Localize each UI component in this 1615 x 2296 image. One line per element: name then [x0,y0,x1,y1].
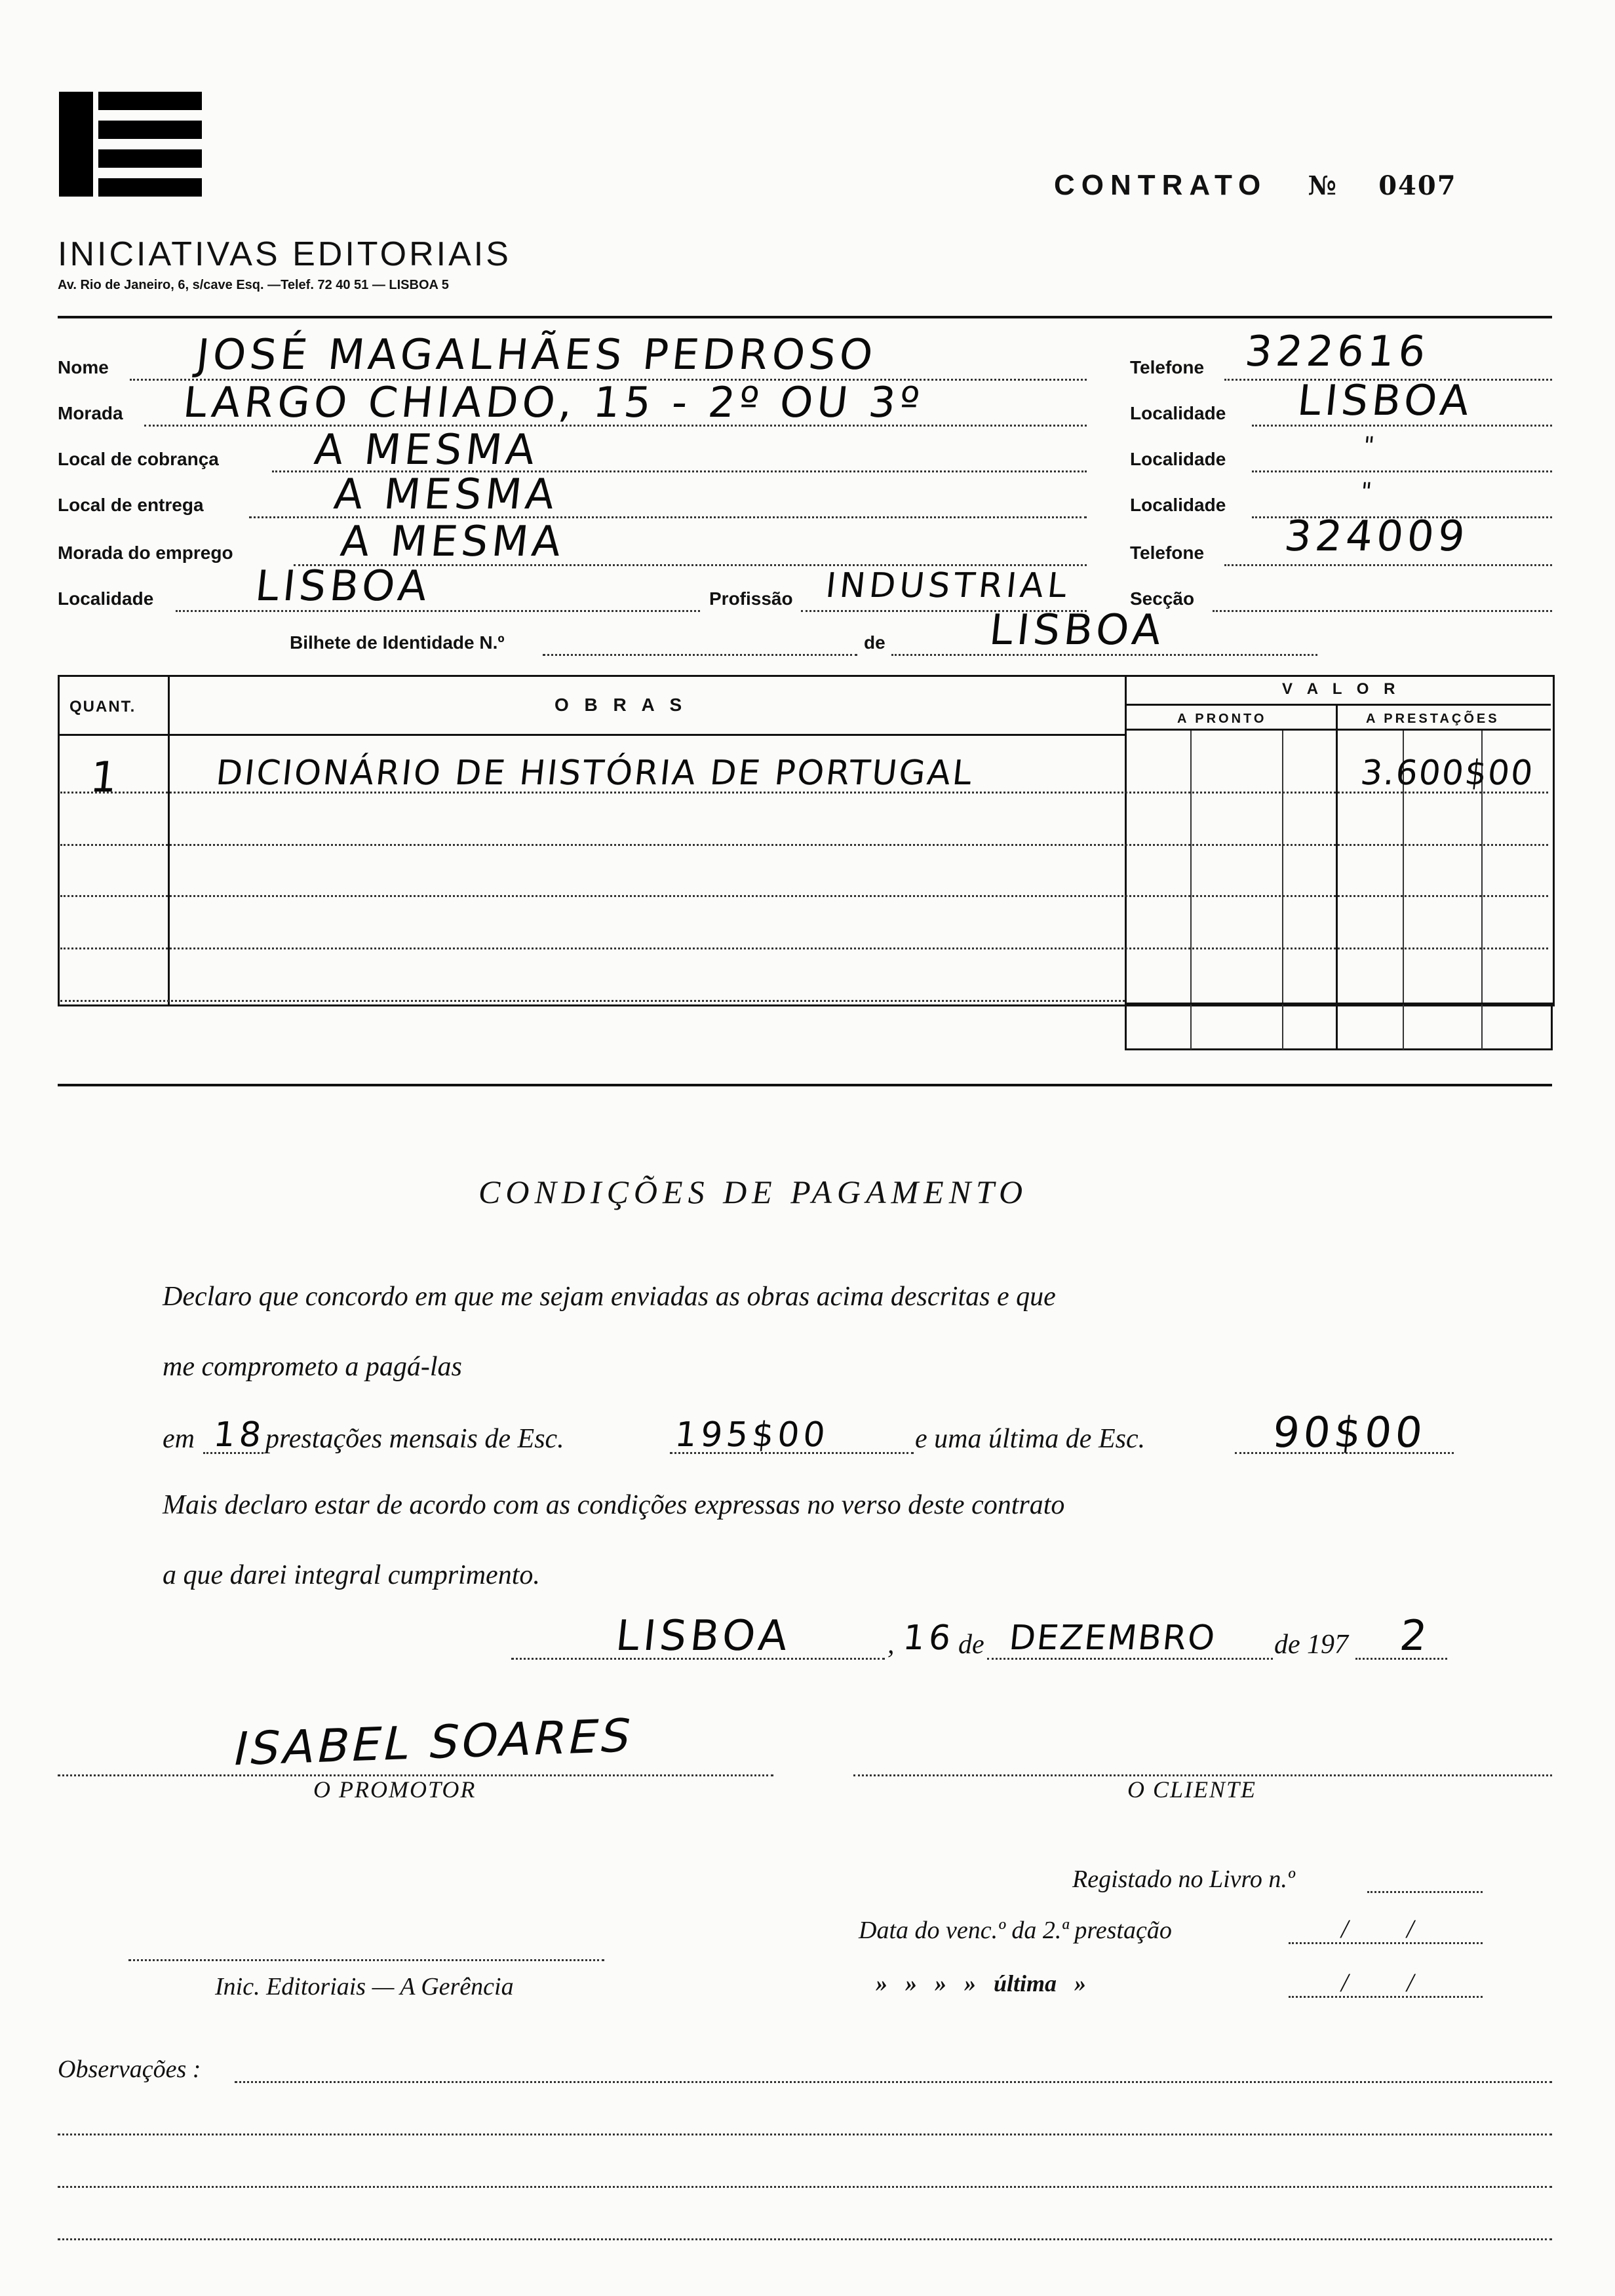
value-telefone-2: 324009 [1282,512,1471,561]
last-amount: 90$00 [1270,1409,1429,1457]
value-localidade-3: " [1359,478,1377,505]
conditions-line-1: Declaro que concordo em que me sejam enviadas as obras acima descritas e que [163,1282,1056,1312]
company-address: Av. Rio de Janeiro, 6, s/cave Esq. —Telef. 72 40 51 — LISBOA 5 [58,278,449,292]
data-venc-label: Data do venc.º da 2.ª prestação [859,1917,1172,1944]
value-localidade-1: LISBOA [1295,377,1475,425]
ultima-label: » » » » última » [876,1970,1087,1997]
company-logo [59,92,202,197]
label-telefone-2: Telefone [1130,543,1205,563]
date-month: DEZEMBRO [1007,1618,1218,1658]
header-divider [58,316,1552,318]
value-morada: LARGO CHIADO, 15 - 2º OU 3º [181,379,926,427]
label-morada: Morada [58,403,123,423]
contract-number: 0407 [1378,170,1457,201]
label-promotor: O PROMOTOR [313,1776,477,1803]
date-year-suffix: 2 [1397,1612,1433,1660]
label-localidade-1: Localidade [1130,403,1226,423]
header-obras: O B R A S [555,695,688,715]
date-place: LISBOA [613,1612,794,1660]
label-localidade-2: Localidade [1130,449,1226,469]
header-a-pronto: A PRONTO [1177,712,1267,726]
label-local-entrega: Local de entrega [58,495,204,515]
conditions-title: CONDIÇÕES DE PAGAMENTO [478,1174,1028,1210]
value-morada-emprego: A MESMA [338,518,568,566]
header-a-prestacoes: A PRESTAÇÕES [1366,712,1500,726]
label-morada-emprego: Morada do emprego [58,543,233,563]
value-localidade-2: " [1361,432,1380,459]
label-bilhete: Bilhete de Identidade N.º [290,632,505,653]
value-bilhete-de: LISBOA [987,606,1167,655]
header-valor: V A L O R [1282,680,1401,698]
label-profissao: Profissão [709,588,793,609]
label-telefone-1: Telefone [1130,357,1205,377]
monthly-amount: 195$00 [672,1415,831,1455]
gerencia-label: Inic. Editoriais — A Gerência [215,1973,514,2000]
value-local-entrega: A MESMA [332,470,561,519]
value-profissao: INDUSTRIAL [823,566,1073,605]
value-nome: JOSÉ MAGALHÃES PEDROSO [194,331,879,379]
value-localidade: LISBOA [253,562,433,611]
table-bottom-divider [58,1084,1552,1086]
installments-count: 18 [211,1415,267,1455]
conditions-line-2: me comprometo a pagá-las [163,1352,462,1382]
label-localidade: Localidade [58,588,154,609]
label-local-cobranca: Local de cobrança [58,449,219,469]
value-local-cobranca: A MESMA [312,426,541,474]
value-telefone-1: 322616 [1243,328,1432,376]
header-quant: QUANT. [69,698,136,716]
label-localidade-3: Localidade [1130,495,1226,515]
works-table [58,675,1555,1006]
promotor-signature: ISABEL SOARES [228,1708,639,1776]
label-seccao: Secção [1130,588,1195,609]
observacoes-label: Observações : [58,2056,201,2083]
label-nome: Nome [58,357,109,377]
conditions-line-3: em [163,1424,195,1454]
label-cliente: O CLIENTE [1127,1776,1257,1803]
conditions-line-4: Mais declaro estar de acordo com as condições expressas no verso deste contrato [163,1490,1065,1520]
label-de: de [864,632,885,653]
company-name: INICIATIVAS EDITORIAIS [58,235,511,273]
registado-label: Registado no Livro n.º [1072,1866,1295,1893]
conditions-line-5: a que darei integral cumprimento. [163,1560,540,1590]
row-quant: 1 [88,754,124,802]
date-day: 16 [901,1618,957,1658]
contract-heading: CONTRATO № 0407 [1054,169,1457,201]
row-prestacoes: 3.600$00 [1358,754,1536,793]
row-obra: DICIONÁRIO DE HISTÓRIA DE PORTUGAL [214,754,976,793]
